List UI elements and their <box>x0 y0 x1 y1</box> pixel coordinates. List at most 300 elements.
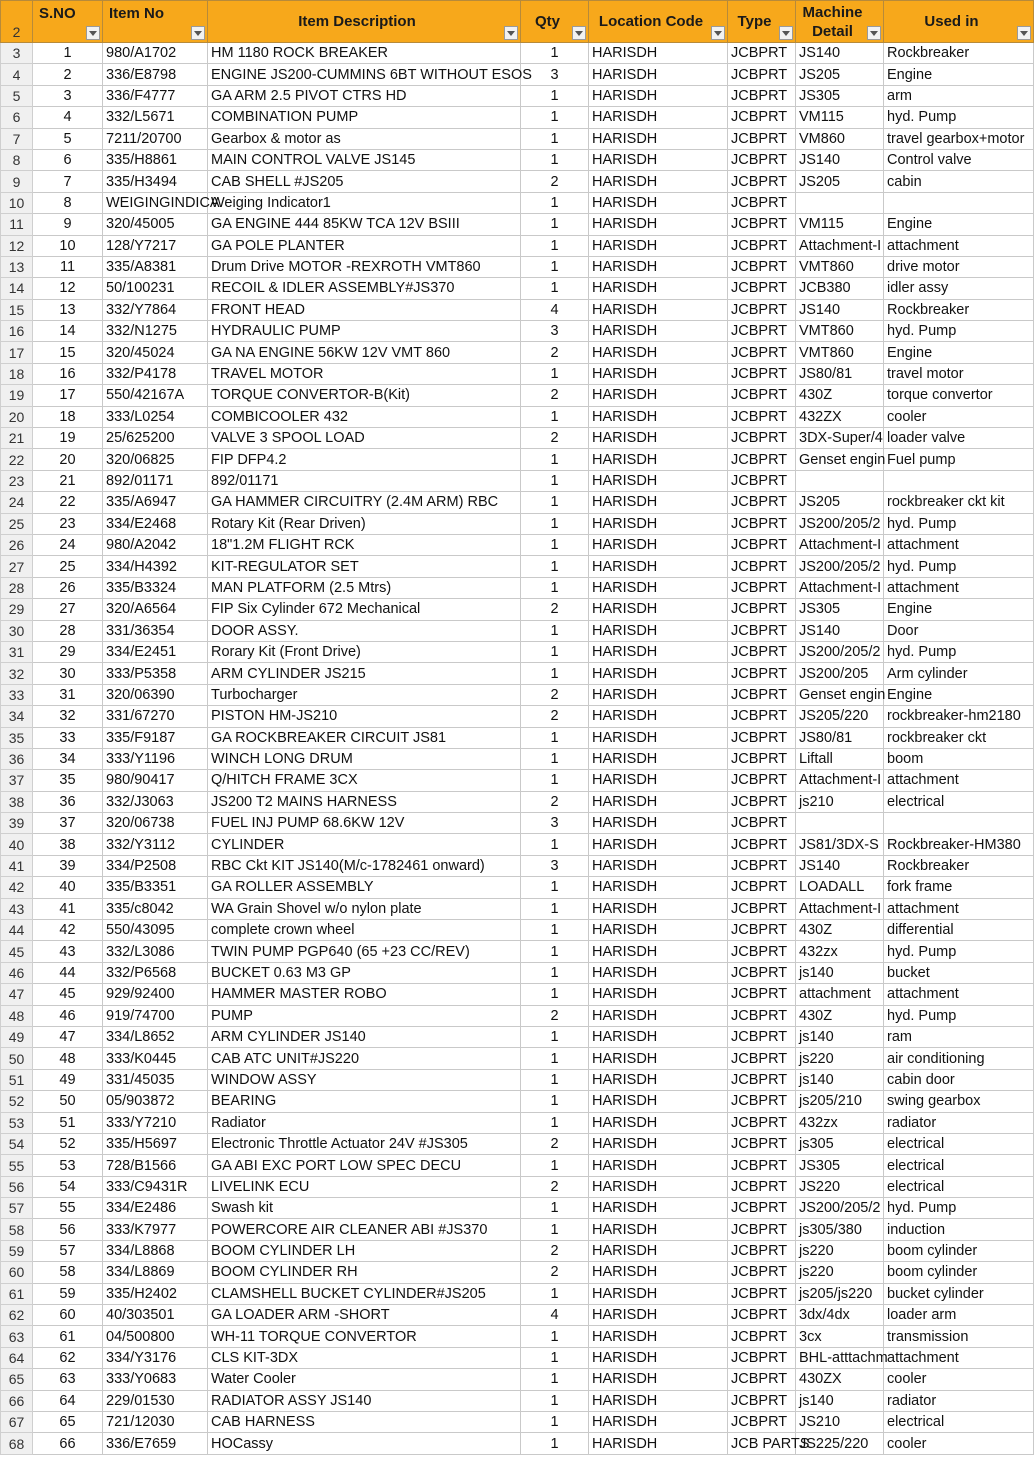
cell-sno[interactable]: 9 <box>33 214 103 235</box>
row-number[interactable]: 48 <box>1 1005 33 1026</box>
cell-type[interactable]: JCBPRT <box>728 64 796 85</box>
cell-qty[interactable]: 1 <box>521 513 589 534</box>
cell-machine-detail[interactable]: 432zx <box>796 1112 884 1133</box>
cell-item-no[interactable]: 980/A1702 <box>103 43 208 64</box>
cell-item-no[interactable]: 333/Y1196 <box>103 748 208 769</box>
cell-used-in[interactable]: attachment <box>884 534 1034 555</box>
cell-item-no[interactable]: 128/Y7217 <box>103 235 208 256</box>
row-number[interactable]: 61 <box>1 1283 33 1304</box>
cell-qty[interactable]: 3 <box>521 321 589 342</box>
cell-item-no[interactable]: 335/H8861 <box>103 149 208 170</box>
cell-location-code[interactable]: HARISDH <box>589 1155 728 1176</box>
cell-type[interactable]: JCBPRT <box>728 256 796 277</box>
cell-machine-detail[interactable] <box>796 470 884 491</box>
cell-sno[interactable]: 40 <box>33 877 103 898</box>
row-number[interactable]: 54 <box>1 1133 33 1154</box>
cell-machine-detail[interactable]: Attachment-I <box>796 235 884 256</box>
cell-item-no[interactable]: 332/L5671 <box>103 107 208 128</box>
cell-machine-detail[interactable]: 3DX-Super/4 <box>796 428 884 449</box>
cell-sno[interactable]: 58 <box>33 1262 103 1283</box>
cell-sno[interactable]: 43 <box>33 941 103 962</box>
cell-type[interactable]: JCBPRT <box>728 1198 796 1219</box>
cell-type[interactable]: JCBPRT <box>728 470 796 491</box>
cell-location-code[interactable]: HARISDH <box>589 449 728 470</box>
cell-type[interactable]: JCBPRT <box>728 620 796 641</box>
cell-qty[interactable]: 1 <box>521 620 589 641</box>
cell-item-description[interactable]: FRONT HEAD <box>208 299 521 320</box>
cell-type[interactable]: JCBPRT <box>728 748 796 769</box>
cell-location-code[interactable]: HARISDH <box>589 534 728 555</box>
row-number[interactable]: 31 <box>1 641 33 662</box>
cell-item-no[interactable]: 336/F4777 <box>103 85 208 106</box>
cell-qty[interactable]: 1 <box>521 1198 589 1219</box>
cell-location-code[interactable]: HARISDH <box>589 299 728 320</box>
cell-item-no[interactable]: 04/500800 <box>103 1326 208 1347</box>
cell-machine-detail[interactable] <box>796 192 884 213</box>
cell-item-no[interactable]: 333/Y7210 <box>103 1112 208 1133</box>
cell-sno[interactable]: 64 <box>33 1390 103 1411</box>
filter-dropdown-icon[interactable] <box>572 26 586 40</box>
cell-used-in[interactable]: idler assy <box>884 278 1034 299</box>
row-number[interactable]: 34 <box>1 706 33 727</box>
cell-used-in[interactable]: attachment <box>884 1347 1034 1368</box>
cell-item-description[interactable]: VALVE 3 SPOOL LOAD <box>208 428 521 449</box>
cell-qty[interactable]: 1 <box>521 834 589 855</box>
cell-used-in[interactable]: loader arm <box>884 1305 1034 1326</box>
cell-used-in[interactable]: attachment <box>884 898 1034 919</box>
cell-qty[interactable]: 2 <box>521 599 589 620</box>
cell-qty[interactable]: 1 <box>521 278 589 299</box>
cell-item-description[interactable]: BOOM CYLINDER RH <box>208 1262 521 1283</box>
cell-item-no[interactable]: 332/P4178 <box>103 363 208 384</box>
row-number[interactable]: 43 <box>1 898 33 919</box>
cell-type[interactable]: JCBPRT <box>728 1326 796 1347</box>
row-number[interactable]: 42 <box>1 877 33 898</box>
cell-location-code[interactable]: HARISDH <box>589 791 728 812</box>
cell-type[interactable]: JCBPRT <box>728 1069 796 1090</box>
cell-machine-detail[interactable]: js305 <box>796 1133 884 1154</box>
filter-dropdown-icon[interactable] <box>779 26 793 40</box>
cell-location-code[interactable]: HARISDH <box>589 85 728 106</box>
cell-qty[interactable]: 2 <box>521 1176 589 1197</box>
cell-item-no[interactable]: 335/B3351 <box>103 877 208 898</box>
row-number[interactable]: 4 <box>1 64 33 85</box>
cell-item-description[interactable]: PISTON HM-JS210 <box>208 706 521 727</box>
cell-type[interactable]: JCBPRT <box>728 1155 796 1176</box>
cell-used-in[interactable]: Rockbreaker <box>884 299 1034 320</box>
cell-qty[interactable]: 1 <box>521 984 589 1005</box>
cell-type[interactable]: JCBPRT <box>728 920 796 941</box>
row-number[interactable]: 45 <box>1 941 33 962</box>
cell-qty[interactable]: 1 <box>521 1091 589 1112</box>
cell-machine-detail[interactable]: JS305 <box>796 1155 884 1176</box>
cell-item-description[interactable]: Drum Drive MOTOR -REXROTH VMT860 <box>208 256 521 277</box>
cell-location-code[interactable]: HARISDH <box>589 1390 728 1411</box>
cell-item-description[interactable]: LIVELINK ECU <box>208 1176 521 1197</box>
row-number[interactable]: 14 <box>1 278 33 299</box>
cell-machine-detail[interactable]: JS305 <box>796 599 884 620</box>
cell-type[interactable]: JCBPRT <box>728 599 796 620</box>
cell-item-no[interactable]: 335/F9187 <box>103 727 208 748</box>
cell-qty[interactable]: 1 <box>521 1326 589 1347</box>
cell-type[interactable]: JCBPRT <box>728 1048 796 1069</box>
row-number[interactable]: 60 <box>1 1262 33 1283</box>
cell-machine-detail[interactable]: VM860 <box>796 128 884 149</box>
cell-item-no[interactable]: 919/74700 <box>103 1005 208 1026</box>
row-number[interactable]: 57 <box>1 1198 33 1219</box>
cell-sno[interactable]: 10 <box>33 235 103 256</box>
cell-item-description[interactable]: CAB HARNESS <box>208 1412 521 1433</box>
cell-sno[interactable]: 27 <box>33 599 103 620</box>
row-number[interactable]: 39 <box>1 813 33 834</box>
cell-used-in[interactable]: boom cylinder <box>884 1240 1034 1261</box>
row-number[interactable]: 41 <box>1 855 33 876</box>
column-header-used-in[interactable] <box>884 1 1034 43</box>
cell-qty[interactable]: 1 <box>521 748 589 769</box>
cell-qty[interactable]: 1 <box>521 214 589 235</box>
row-number[interactable]: 36 <box>1 748 33 769</box>
cell-type[interactable]: JCBPRT <box>728 684 796 705</box>
cell-item-no[interactable]: 332/L3086 <box>103 941 208 962</box>
cell-item-no[interactable]: 728/B1566 <box>103 1155 208 1176</box>
cell-item-no[interactable]: 335/A6947 <box>103 492 208 513</box>
cell-qty[interactable]: 1 <box>521 577 589 598</box>
row-number[interactable]: 21 <box>1 428 33 449</box>
cell-type[interactable]: JCBPRT <box>728 1305 796 1326</box>
cell-machine-detail[interactable]: JS210 <box>796 1412 884 1433</box>
cell-item-description[interactable]: GA ROCKBREAKER CIRCUIT JS81 <box>208 727 521 748</box>
cell-item-description[interactable]: Q/HITCH FRAME 3CX <box>208 770 521 791</box>
cell-used-in[interactable]: radiator <box>884 1112 1034 1133</box>
cell-item-description[interactable]: GA POLE PLANTER <box>208 235 521 256</box>
column-header-sno[interactable] <box>33 1 103 43</box>
cell-used-in[interactable] <box>884 813 1034 834</box>
cell-sno[interactable]: 38 <box>33 834 103 855</box>
cell-location-code[interactable]: HARISDH <box>589 1026 728 1047</box>
cell-machine-detail[interactable]: 430ZX <box>796 1369 884 1390</box>
cell-machine-detail[interactable]: Attachment-I <box>796 770 884 791</box>
cell-item-no[interactable]: 335/H5697 <box>103 1133 208 1154</box>
cell-machine-detail[interactable]: JS200/205 <box>796 663 884 684</box>
cell-location-code[interactable]: HARISDH <box>589 1112 728 1133</box>
cell-used-in[interactable]: fork frame <box>884 877 1034 898</box>
cell-item-description[interactable]: TWIN PUMP PGP640 (65 +23 CC/REV) <box>208 941 521 962</box>
cell-item-no[interactable]: 40/303501 <box>103 1305 208 1326</box>
cell-qty[interactable]: 1 <box>521 556 589 577</box>
cell-used-in[interactable]: hyd. Pump <box>884 941 1034 962</box>
filter-dropdown-icon[interactable] <box>711 26 725 40</box>
cell-item-description[interactable]: COMBINATION PUMP <box>208 107 521 128</box>
cell-type[interactable]: JCBPRT <box>728 107 796 128</box>
cell-item-description[interactable]: CAB SHELL #JS205 <box>208 171 521 192</box>
cell-sno[interactable]: 65 <box>33 1412 103 1433</box>
cell-type[interactable]: JCBPRT <box>728 1026 796 1047</box>
cell-location-code[interactable]: HARISDH <box>589 363 728 384</box>
cell-qty[interactable]: 1 <box>521 128 589 149</box>
cell-machine-detail[interactable]: 430Z <box>796 1005 884 1026</box>
cell-qty[interactable]: 2 <box>521 1262 589 1283</box>
cell-item-no[interactable]: WEIGINGINDICA <box>103 192 208 213</box>
cell-item-no[interactable]: 320/A6564 <box>103 599 208 620</box>
cell-sno[interactable]: 16 <box>33 363 103 384</box>
cell-sno[interactable]: 2 <box>33 64 103 85</box>
cell-item-description[interactable]: Rorary Kit (Front Drive) <box>208 641 521 662</box>
cell-used-in[interactable]: induction <box>884 1219 1034 1240</box>
cell-used-in[interactable]: bucket cylinder <box>884 1283 1034 1304</box>
cell-location-code[interactable]: HARISDH <box>589 1005 728 1026</box>
cell-used-in[interactable]: Engine <box>884 342 1034 363</box>
row-number[interactable]: 67 <box>1 1412 33 1433</box>
cell-used-in[interactable]: arm <box>884 85 1034 106</box>
cell-used-in[interactable]: cabin door <box>884 1069 1034 1090</box>
cell-qty[interactable]: 1 <box>521 1069 589 1090</box>
cell-sno[interactable]: 23 <box>33 513 103 534</box>
filter-dropdown-icon[interactable] <box>1017 26 1031 40</box>
cell-item-no[interactable]: 25/625200 <box>103 428 208 449</box>
cell-item-description[interactable]: HOCassy <box>208 1433 521 1454</box>
cell-qty[interactable]: 2 <box>521 1133 589 1154</box>
cell-location-code[interactable]: HARISDH <box>589 877 728 898</box>
filter-dropdown-icon[interactable] <box>504 26 518 40</box>
cell-item-no[interactable]: 332/N1275 <box>103 321 208 342</box>
cell-used-in[interactable] <box>884 470 1034 491</box>
row-number[interactable]: 68 <box>1 1433 33 1454</box>
cell-sno[interactable]: 59 <box>33 1283 103 1304</box>
cell-machine-detail[interactable]: Attachment-I <box>796 577 884 598</box>
row-number[interactable]: 62 <box>1 1305 33 1326</box>
cell-item-no[interactable]: 229/01530 <box>103 1390 208 1411</box>
cell-item-no[interactable]: 334/E2451 <box>103 641 208 662</box>
cell-sno[interactable]: 35 <box>33 770 103 791</box>
cell-machine-detail[interactable]: js220 <box>796 1262 884 1283</box>
cell-used-in[interactable]: boom <box>884 748 1034 769</box>
cell-sno[interactable]: 25 <box>33 556 103 577</box>
cell-qty[interactable]: 1 <box>521 1433 589 1454</box>
row-number[interactable]: 20 <box>1 406 33 427</box>
row-number[interactable]: 19 <box>1 385 33 406</box>
row-number[interactable]: 7 <box>1 128 33 149</box>
cell-item-no[interactable]: 7211/20700 <box>103 128 208 149</box>
cell-qty[interactable]: 1 <box>521 363 589 384</box>
cell-used-in[interactable]: Engine <box>884 684 1034 705</box>
cell-item-description[interactable]: HAMMER MASTER ROBO <box>208 984 521 1005</box>
cell-sno[interactable]: 34 <box>33 748 103 769</box>
cell-used-in[interactable]: hyd. Pump <box>884 1005 1034 1026</box>
cell-used-in[interactable]: cooler <box>884 1433 1034 1454</box>
row-number[interactable]: 8 <box>1 149 33 170</box>
cell-item-description[interactable]: CLS KIT-3DX <box>208 1347 521 1368</box>
cell-location-code[interactable]: HARISDH <box>589 556 728 577</box>
cell-type[interactable]: JCBPRT <box>728 706 796 727</box>
cell-item-no[interactable]: 336/E7659 <box>103 1433 208 1454</box>
cell-used-in[interactable]: hyd. Pump <box>884 1198 1034 1219</box>
cell-qty[interactable]: 1 <box>521 192 589 213</box>
cell-used-in[interactable]: hyd. Pump <box>884 513 1034 534</box>
row-number[interactable]: 37 <box>1 770 33 791</box>
cell-item-no[interactable]: 50/100231 <box>103 278 208 299</box>
cell-item-description[interactable]: Electronic Throttle Actuator 24V #JS305 <box>208 1133 521 1154</box>
cell-machine-detail[interactable]: Attachment-I <box>796 898 884 919</box>
cell-qty[interactable]: 1 <box>521 727 589 748</box>
cell-machine-detail[interactable]: VMT860 <box>796 256 884 277</box>
cell-qty[interactable]: 1 <box>521 470 589 491</box>
cell-qty[interactable]: 1 <box>521 449 589 470</box>
cell-qty[interactable]: 1 <box>521 1390 589 1411</box>
cell-sno[interactable]: 61 <box>33 1326 103 1347</box>
cell-location-code[interactable]: HARISDH <box>589 1176 728 1197</box>
cell-machine-detail[interactable] <box>796 813 884 834</box>
cell-location-code[interactable]: HARISDH <box>589 855 728 876</box>
cell-item-no[interactable]: 334/L8868 <box>103 1240 208 1261</box>
cell-type[interactable]: JCBPRT <box>728 214 796 235</box>
cell-type[interactable]: JCBPRT <box>728 85 796 106</box>
row-number[interactable]: 46 <box>1 962 33 983</box>
cell-item-description[interactable]: Turbocharger <box>208 684 521 705</box>
row-number[interactable]: 3 <box>1 43 33 64</box>
cell-item-description[interactable]: GA ARM 2.5 PIVOT CTRS HD <box>208 85 521 106</box>
cell-location-code[interactable]: HARISDH <box>589 171 728 192</box>
cell-location-code[interactable]: HARISDH <box>589 706 728 727</box>
cell-location-code[interactable]: HARISDH <box>589 1347 728 1368</box>
cell-item-no[interactable]: 336/E8798 <box>103 64 208 85</box>
cell-machine-detail[interactable]: JS205 <box>796 492 884 513</box>
cell-used-in[interactable]: loader valve <box>884 428 1034 449</box>
cell-qty[interactable]: 4 <box>521 1305 589 1326</box>
cell-location-code[interactable]: HARISDH <box>589 1048 728 1069</box>
cell-type[interactable]: JCBPRT <box>728 235 796 256</box>
cell-machine-detail[interactable]: 3cx <box>796 1326 884 1347</box>
cell-type[interactable]: JCBPRT <box>728 363 796 384</box>
cell-qty[interactable]: 1 <box>521 898 589 919</box>
cell-type[interactable]: JCBPRT <box>728 128 796 149</box>
cell-item-no[interactable]: 335/B3324 <box>103 577 208 598</box>
cell-machine-detail[interactable]: js140 <box>796 962 884 983</box>
cell-item-no[interactable]: 334/E2486 <box>103 1198 208 1219</box>
cell-item-description[interactable]: 18"1.2M FLIGHT RCK <box>208 534 521 555</box>
cell-qty[interactable]: 2 <box>521 684 589 705</box>
cell-machine-detail[interactable]: JS225/220 <box>796 1433 884 1454</box>
row-number[interactable]: 12 <box>1 235 33 256</box>
cell-used-in[interactable]: torque convertor <box>884 385 1034 406</box>
cell-item-description[interactable]: Water Cooler <box>208 1369 521 1390</box>
row-number[interactable]: 64 <box>1 1347 33 1368</box>
row-number[interactable]: 5 <box>1 85 33 106</box>
cell-type[interactable]: JCBPRT <box>728 192 796 213</box>
cell-location-code[interactable]: HARISDH <box>589 321 728 342</box>
cell-location-code[interactable]: HARISDH <box>589 107 728 128</box>
cell-type[interactable]: JCBPRT <box>728 278 796 299</box>
cell-sno[interactable]: 22 <box>33 492 103 513</box>
cell-used-in[interactable]: hyd. Pump <box>884 641 1034 662</box>
cell-type[interactable]: JCBPRT <box>728 641 796 662</box>
cell-used-in[interactable]: Fuel pump <box>884 449 1034 470</box>
row-number[interactable]: 29 <box>1 599 33 620</box>
cell-qty[interactable]: 1 <box>521 920 589 941</box>
cell-type[interactable]: JCBPRT <box>728 149 796 170</box>
cell-qty[interactable]: 1 <box>521 1155 589 1176</box>
cell-item-description[interactable]: CLAMSHELL BUCKET CYLINDER#JS205 <box>208 1283 521 1304</box>
cell-item-no[interactable]: 334/Y3176 <box>103 1347 208 1368</box>
cell-location-code[interactable]: HARISDH <box>589 984 728 1005</box>
row-number[interactable]: 6 <box>1 107 33 128</box>
cell-location-code[interactable]: HARISDH <box>589 920 728 941</box>
cell-qty[interactable]: 1 <box>521 641 589 662</box>
row-number[interactable]: 13 <box>1 256 33 277</box>
cell-sno[interactable]: 28 <box>33 620 103 641</box>
cell-location-code[interactable]: HARISDH <box>589 192 728 213</box>
cell-qty[interactable]: 1 <box>521 941 589 962</box>
cell-location-code[interactable]: HARISDH <box>589 149 728 170</box>
cell-type[interactable]: JCBPRT <box>728 513 796 534</box>
cell-machine-detail[interactable]: Genset engin <box>796 684 884 705</box>
row-number[interactable]: 55 <box>1 1155 33 1176</box>
cell-type[interactable]: JCBPRT <box>728 321 796 342</box>
cell-qty[interactable]: 2 <box>521 1005 589 1026</box>
cell-sno[interactable]: 37 <box>33 813 103 834</box>
cell-used-in[interactable]: Rockbreaker <box>884 855 1034 876</box>
row-number[interactable]: 63 <box>1 1326 33 1347</box>
cell-type[interactable]: JCBPRT <box>728 877 796 898</box>
cell-machine-detail[interactable]: js210 <box>796 791 884 812</box>
cell-machine-detail[interactable]: JS140 <box>796 149 884 170</box>
cell-used-in[interactable]: radiator <box>884 1390 1034 1411</box>
cell-type[interactable]: JCBPRT <box>728 406 796 427</box>
row-number[interactable]: 56 <box>1 1176 33 1197</box>
cell-sno[interactable]: 46 <box>33 1005 103 1026</box>
cell-used-in[interactable]: bucket <box>884 962 1034 983</box>
cell-item-description[interactable]: CYLINDER <box>208 834 521 855</box>
cell-sno[interactable]: 26 <box>33 577 103 598</box>
cell-location-code[interactable]: HARISDH <box>589 941 728 962</box>
column-header-machine-detail[interactable] <box>796 1 884 43</box>
cell-used-in[interactable]: boom cylinder <box>884 1262 1034 1283</box>
cell-used-in[interactable]: attachment <box>884 235 1034 256</box>
cell-item-description[interactable]: ARM CYLINDER JS140 <box>208 1026 521 1047</box>
row-number[interactable]: 11 <box>1 214 33 235</box>
cell-sno[interactable]: 1 <box>33 43 103 64</box>
cell-type[interactable]: JCBPRT <box>728 855 796 876</box>
cell-sno[interactable]: 24 <box>33 534 103 555</box>
cell-qty[interactable]: 2 <box>521 1240 589 1261</box>
cell-type[interactable]: JCBPRT <box>728 1091 796 1112</box>
cell-type[interactable]: JCBPRT <box>728 1240 796 1261</box>
cell-used-in[interactable]: Rockbreaker-HM380 <box>884 834 1034 855</box>
cell-machine-detail[interactable]: VMT860 <box>796 321 884 342</box>
cell-item-description[interactable]: Swash kit <box>208 1198 521 1219</box>
cell-item-no[interactable]: 550/42167A <box>103 385 208 406</box>
cell-type[interactable]: JCBPRT <box>728 1390 796 1411</box>
cell-item-description[interactable]: complete crown wheel <box>208 920 521 941</box>
cell-qty[interactable]: 1 <box>521 1048 589 1069</box>
cell-item-no[interactable]: 332/J3063 <box>103 791 208 812</box>
cell-used-in[interactable]: Engine <box>884 64 1034 85</box>
cell-location-code[interactable]: HARISDH <box>589 1305 728 1326</box>
cell-item-no[interactable]: 929/92400 <box>103 984 208 1005</box>
cell-used-in[interactable]: cabin <box>884 171 1034 192</box>
cell-machine-detail[interactable]: attachment <box>796 984 884 1005</box>
cell-type[interactable]: JCBPRT <box>728 962 796 983</box>
cell-used-in[interactable]: ram <box>884 1026 1034 1047</box>
cell-used-in[interactable]: attachment <box>884 577 1034 598</box>
cell-qty[interactable]: 1 <box>521 1369 589 1390</box>
cell-qty[interactable]: 1 <box>521 149 589 170</box>
cell-machine-detail[interactable]: JS205 <box>796 171 884 192</box>
row-number[interactable]: 15 <box>1 299 33 320</box>
cell-qty[interactable]: 2 <box>521 428 589 449</box>
cell-item-no[interactable]: 334/E2468 <box>103 513 208 534</box>
cell-item-description[interactable]: MAIN CONTROL VALVE JS145 <box>208 149 521 170</box>
cell-machine-detail[interactable]: Genset engin <box>796 449 884 470</box>
